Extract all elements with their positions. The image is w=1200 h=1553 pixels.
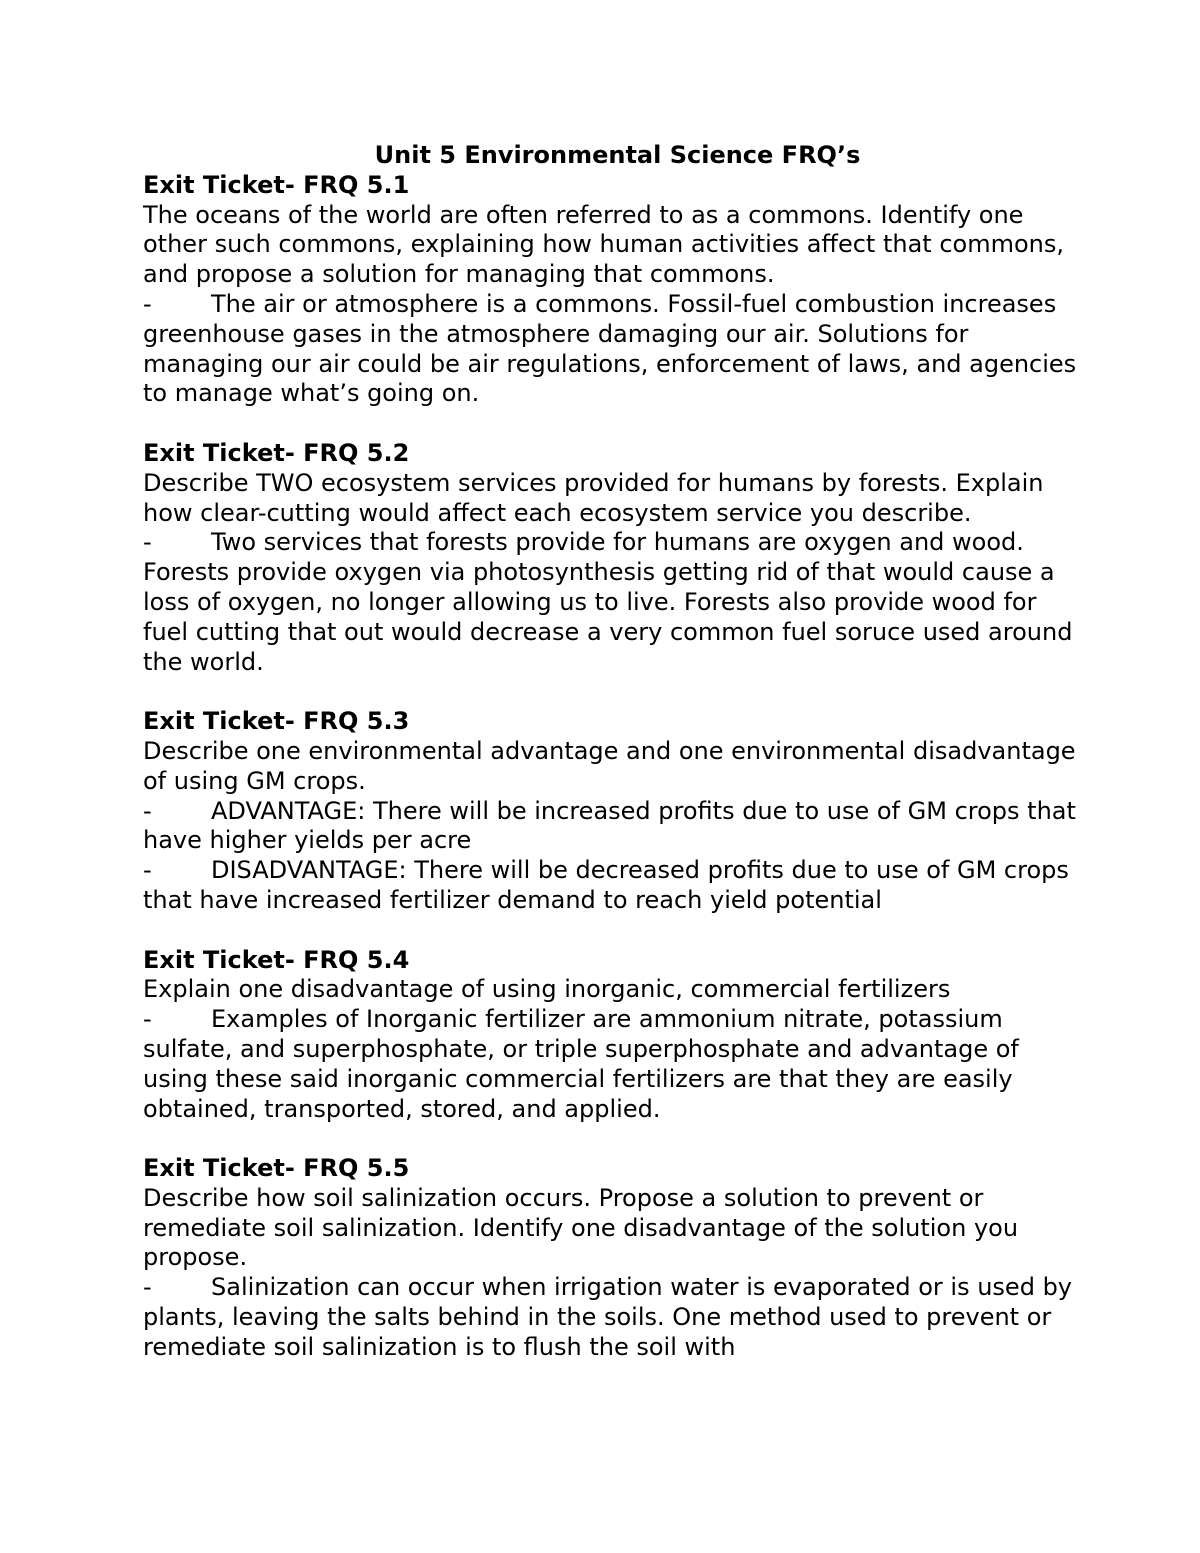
frq-section-5-5 — [143, 1154, 1078, 1363]
answer-item — [143, 528, 1078, 677]
answer-text: Examples of Inorganic fertilizer are ammonium nitrate, potassium sulfate, and superphosphate, or triple superphosphate and advantage of using these said inorganic commercial fertilizers are that they are easily obtained, transported, stored, and applied. — [143, 1005, 1019, 1123]
answer-item — [143, 1273, 1078, 1362]
answer-text: ADVANTAGE: There will be increased profits due to use of GM crops that have higher yields per acre — [143, 796, 1076, 855]
answer-text: Salinization can occur when irrigation water is evaporated or is used by plants, leaving the salts behind in the soils. One method used to prevent or remediate soil salinization is to flush the soil with — [143, 1273, 1072, 1361]
answer-text: Two services that forests provide for humans are oxygen and wood. Forests provide oxygen via photosynthesis getting rid of that would cause a loss of oxygen, no longer allowing us to live. Forests also provide wood for fuel cutting that out would decrease a very common fuel soruce used around the world. — [143, 528, 1073, 676]
answer-item — [143, 856, 1078, 916]
bullet-dash: - — [143, 289, 152, 318]
frq-section-5-2 — [143, 439, 1078, 677]
frq-section-5-3 — [143, 707, 1078, 916]
section-heading: Exit Ticket- FRQ 5.5 — [143, 1154, 410, 1183]
question-text: Explain one disadvantage of using inorganic, commercial fertilizers — [143, 975, 951, 1004]
question-text: Describe TWO ecosystem services provided for humans by forests. Explain how clear-cutting would affect each ecosystem service you describe. — [143, 468, 1044, 527]
answer-text: DISADVANTAGE: There will be decreased profits due to use of GM crops that have increased fertilizer demand to reach yield potential — [143, 856, 1069, 914]
bullet-dash: - — [143, 1273, 152, 1302]
frq-section-5-4 — [143, 946, 1078, 1125]
section-heading: Exit Ticket- FRQ 5.4 — [143, 945, 410, 974]
section-heading: Exit Ticket- FRQ 5.3 — [143, 707, 410, 736]
bullet-dash: - — [143, 528, 152, 557]
frq-section-5-1 — [143, 171, 1078, 409]
section-heading: Exit Ticket- FRQ 5.1 — [143, 170, 410, 199]
answer-text: The air or atmosphere is a commons. Fossil-fuel combustion increases greenhouse gases in the atmosphere damaging our air. Solutions for managing our air could be air regulations, enforcement of laws, and agencies to manage what’s going on. — [143, 289, 1077, 408]
answer-item — [143, 797, 1078, 857]
bullet-dash: - — [143, 796, 152, 825]
question-text: Describe how soil salinization occurs. Propose a solution to prevent or remediate soil salinization. Identify one disadvantage of the solution you propose. — [143, 1183, 1019, 1272]
section-heading: Exit Ticket- FRQ 5.2 — [143, 438, 410, 467]
document-title: Unit 5 Environmental Science FRQ’s — [374, 141, 861, 169]
question-text: Describe one environmental advantage and one environmental disadvantage of using GM crops. — [143, 736, 1076, 795]
answer-item — [143, 290, 1078, 409]
answer-item — [143, 1005, 1078, 1124]
bullet-dash: - — [143, 856, 152, 885]
question-text: The oceans of the world are often referred to as a commons. Identify one other such commons, explaining how human activities affect that commons, and propose a solution for managing that commons. — [143, 200, 1064, 289]
bullet-dash: - — [143, 1005, 152, 1034]
document-page — [143, 141, 1078, 1392]
